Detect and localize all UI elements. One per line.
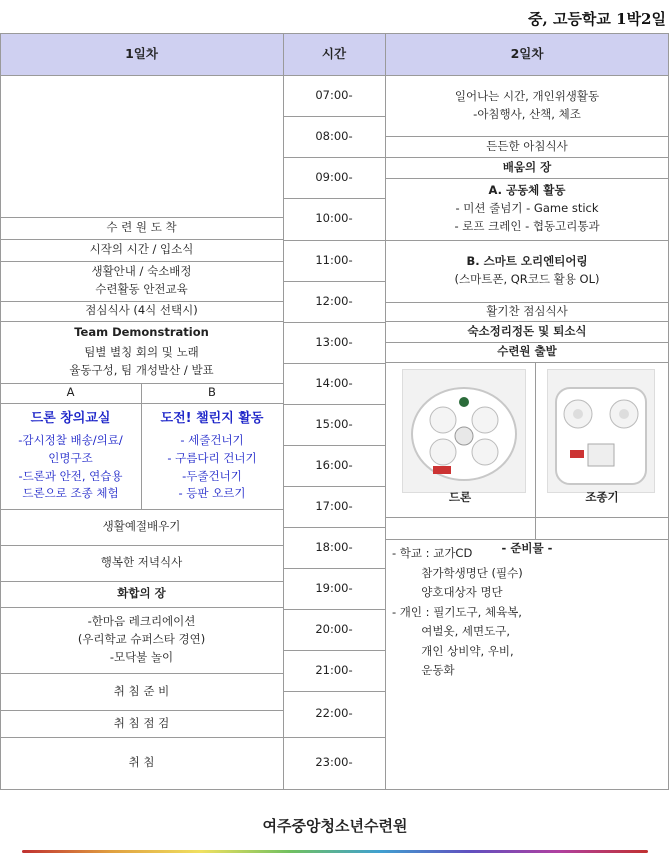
d1-challenge: [141, 403, 283, 509]
grid-line: [283, 404, 385, 405]
d2-orienteering-line: (스마트폰, QR코드 활용 OL): [454, 272, 600, 286]
controller-icon: [548, 370, 654, 492]
grid-line: [385, 362, 669, 363]
time-slot: 11:00-: [315, 252, 353, 267]
grid-line: [283, 116, 385, 117]
header-day1: 1일차: [0, 33, 283, 75]
d2-community-line: - 미션 줄넘기 - Game stick: [455, 201, 599, 216]
d1-drone-line: 드론으로 조종 체험: [22, 486, 119, 501]
d1-opening: 시작의 시간 / 입소식: [89, 242, 194, 257]
footer-org: 여주중앙청소년수련원: [262, 817, 408, 835]
grid-line: [0, 581, 283, 582]
grid-line: [0, 33, 669, 34]
d1-lunch: 점심식사 (4식 선택시): [85, 303, 198, 318]
grid-line: [385, 517, 669, 518]
grid-line: [283, 198, 385, 199]
d1-recreation: [0, 607, 283, 673]
grid-line: [283, 650, 385, 651]
grid-line: [0, 789, 669, 790]
d2-learning: 배움의 장: [502, 159, 552, 174]
grid-line: [385, 178, 669, 179]
d1-team: [0, 321, 283, 383]
d2-community: [385, 178, 669, 240]
d1-sleep: 취 침: [128, 755, 155, 770]
controller-photo: [547, 369, 655, 493]
grid-line: [0, 607, 283, 608]
d1-challenge-title: 도전! 챌린지 활동: [160, 410, 264, 426]
grid-line: [283, 691, 385, 692]
grid-line: [283, 568, 385, 569]
grid-line: [283, 281, 385, 282]
d1-recreation-line: -한마음 레크리에이션: [87, 614, 196, 629]
d1-challenge-line: - 등판 오르기: [178, 486, 246, 501]
d1-dinner: 행복한 저녁식사: [100, 555, 183, 570]
page-title: 중, 고등학교 1박2일: [528, 10, 666, 28]
grid-line: [385, 33, 386, 789]
grid-line: [283, 363, 385, 364]
grid-line: [385, 136, 669, 137]
grid-line: [283, 527, 385, 528]
grid-line: [385, 321, 669, 322]
d1-challenge-line: - 구름다리 건너기: [167, 450, 257, 465]
time-slot: 12:00-: [315, 293, 353, 308]
time-slot: 21:00-: [315, 662, 353, 677]
time-slot: 07:00-: [315, 87, 353, 102]
grid-line: [0, 545, 283, 546]
d2-orienteering-title: B. 스마트 오리엔티어링: [466, 254, 588, 269]
grid-line: [0, 217, 283, 218]
d1-prepare-sleep: 취 침 준 비: [113, 683, 170, 698]
time-slot: 17:00-: [315, 498, 353, 513]
grid-line: [385, 157, 669, 158]
d1-drone-line: 인명구조: [48, 450, 93, 465]
time-slot: 10:00-: [315, 211, 353, 226]
grid-line: [0, 737, 283, 738]
d1-col-a: A: [66, 385, 75, 400]
time-slot: 13:00-: [315, 334, 353, 349]
d2-wake-line: 일어나는 시간, 개인위생활동: [454, 88, 600, 103]
controller-caption: 조종기: [585, 490, 619, 505]
time-slot: 09:00-: [315, 169, 353, 184]
grid-line: [0, 710, 283, 711]
grid-line: [141, 383, 142, 509]
d2-wake-line: -아침행사, 산책, 체조: [473, 106, 581, 121]
grid-line: [385, 240, 669, 241]
grid-line: [0, 33, 1, 789]
header-day2: 2일차: [385, 33, 669, 75]
d1-challenge-line: - 세줄건너기: [180, 432, 244, 447]
time-slot: 16:00-: [315, 457, 353, 472]
d1-recreation-line: (우리학교 슈퍼스타 경연): [77, 632, 206, 647]
d1-arrival: 수 련 원 도 착: [106, 220, 177, 235]
d2-breakfast: 든든한 아침식사: [486, 138, 568, 153]
grid-line: [385, 302, 669, 303]
rainbow-divider: [22, 850, 648, 853]
d2-community-line: - 로프 크레인 - 협동고리통과: [454, 218, 600, 233]
grid-line: [283, 157, 385, 158]
grid-line: [283, 240, 385, 241]
d1-drone-line: -감시정찰 배송/의료/: [18, 432, 123, 447]
time-slot: 20:00-: [315, 621, 353, 636]
d1-challenge-line: -두줄건너기: [182, 468, 242, 483]
drone-caption: 드론: [448, 490, 472, 505]
time-slot: 23:00-: [315, 755, 353, 770]
grid-line: [283, 609, 385, 610]
schedule-table: [0, 33, 669, 789]
d1-col-b: B: [208, 385, 216, 400]
prep-list: - 학교 : 교가CD 참가학생명단 (필수) 양호대상자 명단 - 개인 : 필기도구, 체육복, 여벌옷, 세면도구, 개인 상비약, 우비, 운동화: [392, 546, 523, 677]
d2-community-title: A. 공동체 활동: [488, 183, 566, 198]
grid-line: [283, 445, 385, 446]
d2-orienteering: [385, 240, 669, 302]
grid-line: [0, 75, 669, 76]
grid-line: [0, 261, 283, 262]
d1-guide-line: 생활안내 / 숙소배정: [91, 264, 192, 279]
grid-line: [283, 737, 385, 738]
d1-guide-line: 수련활동 안전교육: [95, 282, 188, 296]
d1-guide: [0, 261, 283, 301]
grid-line: [283, 322, 385, 323]
time-slot: 15:00-: [315, 416, 353, 431]
time-slot: 22:00-: [315, 706, 353, 721]
d1-drone-class: [0, 403, 141, 509]
prep-title: - 준비물 -: [501, 541, 553, 556]
d1-recreation-line: -모닥불 놀이: [109, 649, 174, 664]
d1-team-line: 팀별 별칭 회의 및 노래: [84, 345, 199, 360]
grid-line: [283, 486, 385, 487]
d1-team-line: 율동구성, 팀 개성발산 / 발표: [69, 362, 214, 377]
time-slot: 14:00-: [315, 375, 353, 390]
d1-check: 취 침 점 검: [113, 715, 170, 730]
time-slot: 18:00-: [315, 539, 353, 554]
d2-wake: [385, 75, 669, 136]
d1-life: 생활예절배우기: [102, 519, 181, 534]
grid-line: [535, 362, 536, 539]
d1-drone-title: 드론 창의교실: [30, 410, 111, 426]
header-time: 시간: [283, 33, 385, 75]
d2-cleanup: 숙소정리정돈 및 퇴소식: [467, 323, 587, 338]
grid-line: [668, 33, 669, 789]
grid-line: [0, 301, 283, 302]
time-slot: 19:00-: [315, 580, 353, 595]
grid-line: [385, 342, 669, 343]
grid-line: [283, 33, 284, 789]
d1-team-title: Team Demonstration: [74, 325, 209, 340]
drone-photo: [402, 369, 526, 493]
grid-line: [0, 239, 283, 240]
drone-icon: [403, 370, 525, 492]
grid-line: [0, 509, 283, 510]
d2-departure: 수련원 출발: [497, 344, 557, 359]
d1-drone-line: -드론과 안전, 연습용: [18, 468, 123, 483]
time-slot: 08:00-: [315, 128, 353, 143]
grid-line: [0, 321, 283, 322]
grid-line: [0, 673, 283, 674]
d1-harmony: 화합의 장: [117, 586, 166, 601]
d2-lunch: 활기찬 점심식사: [486, 303, 568, 318]
grid-line: [385, 539, 669, 540]
